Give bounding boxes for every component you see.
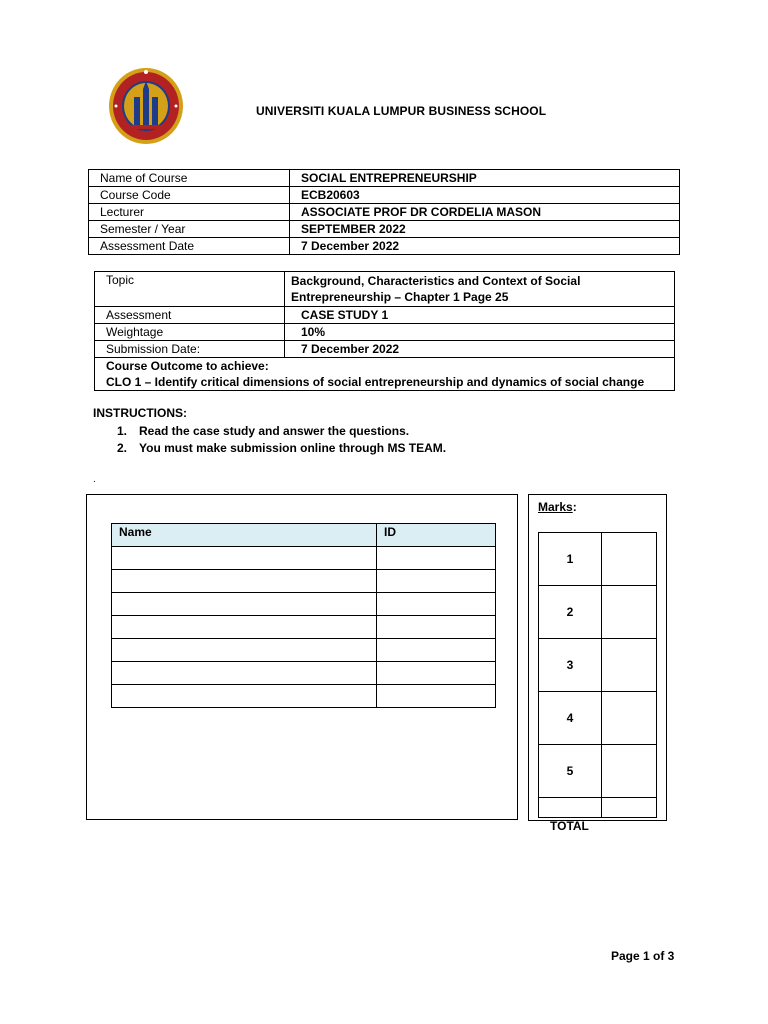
table-row [112,639,496,662]
name-cell[interactable] [112,639,377,662]
marks-row [539,586,657,639]
semester-label: Semester / Year [89,221,290,238]
topic-value-line1: Background, Characteristics and Context of Social [291,274,581,288]
question-number: 5 [539,745,602,798]
topic-value-line2: Entrepreneurship – Chapter 1 Page 25 [291,290,509,304]
lecturer-value: ASSOCIATE PROF DR CORDELIA MASON [290,204,680,221]
course-code-row [89,187,680,204]
table-header-row [112,524,496,547]
id-cell[interactable] [377,547,496,570]
name-cell[interactable] [112,662,377,685]
question-number: 2 [539,586,602,639]
marks-row [539,639,657,692]
question-number: 1 [539,533,602,586]
marks-row [539,745,657,798]
id-cell[interactable] [377,616,496,639]
outcome-row [95,358,675,391]
table-row [112,570,496,593]
topic-row [95,272,675,307]
table-row [112,593,496,616]
name-cell[interactable] [112,616,377,639]
semester-row [89,221,680,238]
assessment-label: Assessment [95,307,285,324]
outcome-label: Course Outcome to achieve: [106,359,269,373]
mark-cell[interactable] [602,745,657,798]
id-cell[interactable] [377,593,496,616]
id-cell[interactable] [377,570,496,593]
total-label: TOTAL [550,819,589,833]
lecturer-row [89,204,680,221]
course-name-value: SOCIAL ENTREPRENEURSHIP [290,170,680,187]
id-cell[interactable] [377,662,496,685]
list-item [117,440,446,457]
total-cell[interactable] [602,798,657,818]
assessment-date-label: Assessment Date [89,238,290,255]
course-name-label: Name of Course [89,170,290,187]
mark-cell[interactable] [602,586,657,639]
list-item-text: Read the case study and answer the questions. [139,424,410,438]
marks-row [539,692,657,745]
list-item-number: 1. [117,424,128,438]
table-row [112,685,496,708]
university-seal-icon [108,67,184,145]
total-label-cell [539,798,602,818]
name-cell[interactable] [112,547,377,570]
assessment-info-table [94,271,675,391]
course-name-row [89,170,680,187]
assessment-date-value: 7 December 2022 [290,238,680,255]
id-column-header: ID [377,524,496,547]
marks-label-text: Marks [538,500,573,514]
lecturer-label: Lecturer [89,204,290,221]
page-number: Page 1 of 3 [611,949,675,963]
school-title: UNIVERSITI KUALA LUMPUR BUSINESS SCHOOL [256,104,547,118]
table-row [112,547,496,570]
submission-value: 7 December 2022 [285,341,675,358]
marks-row [539,533,657,586]
name-cell[interactable] [112,685,377,708]
marks-label-colon: : [572,500,577,514]
id-cell[interactable] [377,639,496,662]
table-row [112,662,496,685]
course-info-table [88,169,680,255]
outcome-value: CLO 1 – Identify critical dimensions of social entrepreneurship and dynamics of social change [106,375,645,389]
course-code-value: ECB20603 [290,187,680,204]
instructions-list [117,423,446,457]
mark-cell[interactable] [602,692,657,745]
list-item [117,423,446,440]
assessment-value: CASE STUDY 1 [285,307,675,324]
assessment-row [95,307,675,324]
name-cell[interactable] [112,593,377,616]
student-names-table [111,523,496,708]
question-number: 4 [539,692,602,745]
submission-row [95,341,675,358]
list-item-number: 2. [117,441,128,455]
submission-label: Submission Date: [95,341,285,358]
mark-cell[interactable] [602,639,657,692]
topic-value [285,272,675,307]
topic-label: Topic [95,272,285,307]
weightage-value: 10% [285,324,675,341]
course-outcome [95,358,675,391]
assessment-date-row [89,238,680,255]
id-cell[interactable] [377,685,496,708]
marks-table [538,532,657,818]
name-column-header: Name [112,524,377,547]
separator-dot: . [93,474,96,485]
question-number: 3 [539,639,602,692]
weightage-row [95,324,675,341]
course-code-label: Course Code [89,187,290,204]
marks-label [538,500,577,514]
total-row [539,798,657,818]
table-row [112,616,496,639]
instructions-heading: INSTRUCTIONS: [93,406,187,420]
name-cell[interactable] [112,570,377,593]
semester-value: SEPTEMBER 2022 [290,221,680,238]
list-item-text: You must make submission online through MS TEAM. [139,441,447,455]
mark-cell[interactable] [602,533,657,586]
weightage-label: Weightage [95,324,285,341]
